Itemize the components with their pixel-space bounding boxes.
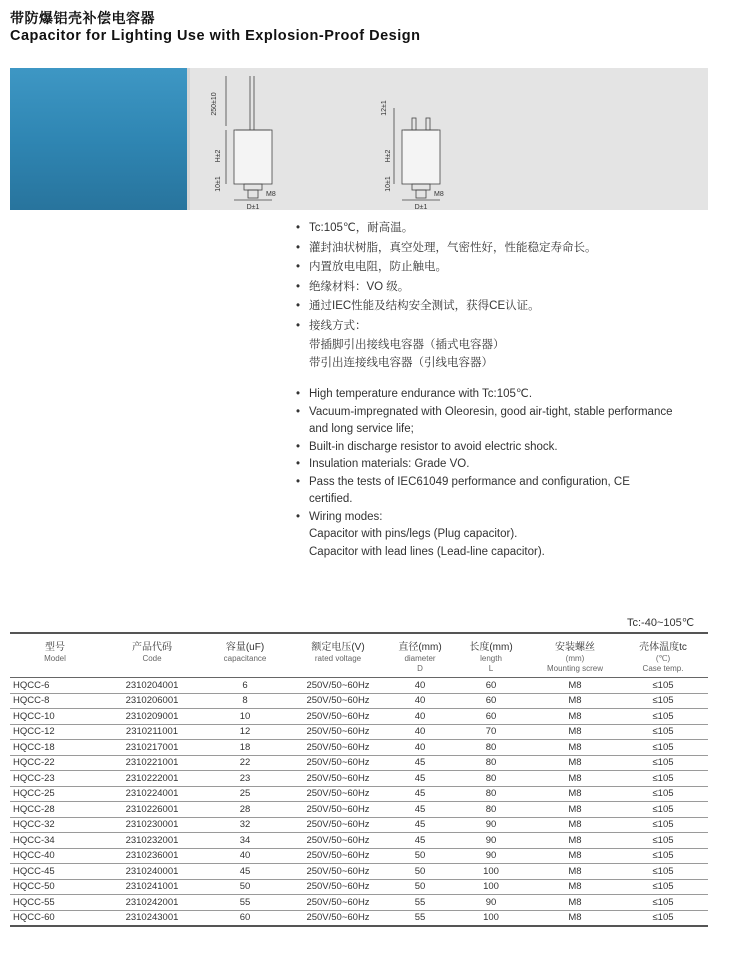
- table-cell: M8: [532, 693, 618, 709]
- table-cell: 90: [450, 817, 532, 833]
- table-cell: M8: [532, 755, 618, 771]
- page-title-cn: 带防爆铝壳补偿电容器: [10, 11, 155, 27]
- table-cell: 2310241001: [100, 879, 204, 895]
- table-cell: HQCC-8: [10, 693, 100, 709]
- table-cell: 250V/50~60Hz: [286, 910, 390, 926]
- lead-line-drawing: [226, 76, 272, 200]
- table-row: [10, 910, 708, 926]
- table-cell: 45: [390, 802, 450, 818]
- wiring-mode-cn: 带引出连接线电容器（引线电容器）: [309, 356, 493, 369]
- table-cell: 55: [390, 910, 450, 926]
- table-cell: 80: [450, 786, 532, 802]
- table-cell: M8: [532, 740, 618, 756]
- tc-range: Tc:-40~105℃: [627, 617, 695, 629]
- table-cell: 2310236001: [100, 848, 204, 864]
- table-row: [10, 678, 708, 694]
- table-cell: HQCC-32: [10, 817, 100, 833]
- table-cell: 10: [204, 709, 286, 725]
- table-header-row: [10, 633, 708, 678]
- table-cell: 50: [204, 879, 286, 895]
- list-item: • High temperature endurance with Tc:105℃.: [296, 388, 533, 400]
- table-cell: 2310230001: [100, 817, 204, 833]
- dimension-drawing: [190, 68, 708, 210]
- table-row: [10, 895, 708, 911]
- table-cell: M8: [532, 724, 618, 740]
- table-cell: M8: [532, 817, 618, 833]
- table-cell: HQCC-50: [10, 879, 100, 895]
- table-cell: 100: [450, 879, 532, 895]
- table-cell: HQCC-55: [10, 895, 100, 911]
- table-row: [10, 771, 708, 787]
- table-cell: 32: [204, 817, 286, 833]
- table-cell: HQCC-23: [10, 771, 100, 787]
- table-cell: M8: [532, 848, 618, 864]
- table-cell: 50: [390, 864, 450, 880]
- table-cell: M8: [532, 879, 618, 895]
- table-cell: 40: [390, 709, 450, 725]
- list-item: • 灌封油状树脂，真空处理，气密性好，性能稳定寿命长。: [296, 241, 597, 254]
- table-cell: 6: [204, 678, 286, 694]
- table-cell: ≤105: [618, 724, 708, 740]
- table-row: [10, 879, 708, 895]
- table-cell: 90: [450, 848, 532, 864]
- product-banner: [10, 68, 708, 210]
- table-row: [10, 755, 708, 771]
- list-item: • Insulation materials: Grade VO.: [296, 458, 470, 470]
- table-cell: 40: [204, 848, 286, 864]
- table-cell: ≤105: [618, 693, 708, 709]
- table-cell: HQCC-34: [10, 833, 100, 849]
- table-cell: HQCC-6: [10, 678, 100, 694]
- table-cell: 8: [204, 693, 286, 709]
- table-cell: 45: [204, 864, 286, 880]
- dim-m8-right: M8: [434, 191, 444, 198]
- table-cell: 250V/50~60Hz: [286, 895, 390, 911]
- table-cell: 2310217001: [100, 740, 204, 756]
- list-item-continuation: certified.: [309, 493, 353, 505]
- table-cell: 80: [450, 755, 532, 771]
- table-row: [10, 833, 708, 849]
- table-cell: ≤105: [618, 740, 708, 756]
- table-cell: 2310209001: [100, 709, 204, 725]
- table-row: [10, 740, 708, 756]
- feature-list-cn: [294, 220, 724, 372]
- table-cell: 250V/50~60Hz: [286, 678, 390, 694]
- table-cell: 250V/50~60Hz: [286, 755, 390, 771]
- table-cell: ≤105: [618, 848, 708, 864]
- table-row: [10, 786, 708, 802]
- table-cell: 250V/50~60Hz: [286, 802, 390, 818]
- list-item: • 接线方式：: [296, 319, 367, 332]
- table-cell: HQCC-22: [10, 755, 100, 771]
- list-item: • 内置放电电阻，防止触电。: [296, 261, 447, 273]
- page-title-en: Capacitor for Lighting Use with Explosion-Proof Design: [10, 28, 421, 44]
- table-cell: 250V/50~60Hz: [286, 786, 390, 802]
- table-cell: 2310240001: [100, 864, 204, 880]
- table-row: [10, 817, 708, 833]
- table-cell: 22: [204, 755, 286, 771]
- table-cell: M8: [532, 864, 618, 880]
- table-cell: 2310204001: [100, 678, 204, 694]
- wiring-mode-en: Capacitor with lead lines (Lead-line capacitor).: [309, 545, 545, 558]
- table-cell: 2310211001: [100, 724, 204, 740]
- table-cell: 50: [390, 879, 450, 895]
- table-row: [10, 848, 708, 864]
- table-cell: 250V/50~60Hz: [286, 833, 390, 849]
- table-cell: 55: [390, 895, 450, 911]
- list-item: • Vacuum-impregnated with Oleoresin, good air-tight, stable performance: [296, 405, 673, 418]
- table-cell: 2310226001: [100, 802, 204, 818]
- col-header: 型号 Model: [10, 633, 100, 678]
- table-cell: ≤105: [618, 786, 708, 802]
- wiring-mode-cn: 带插脚引出接线电容器（插式电容器）: [309, 339, 505, 351]
- table-row: [10, 709, 708, 725]
- table-cell: M8: [532, 709, 618, 725]
- table-cell: 90: [450, 895, 532, 911]
- product-photo: [10, 68, 187, 210]
- table-cell: 250V/50~60Hz: [286, 709, 390, 725]
- table-cell: 80: [450, 802, 532, 818]
- table-cell: 60: [204, 910, 286, 926]
- col-header: 壳体温度tc (℃) Case temp.: [618, 633, 708, 678]
- table-cell: ≤105: [618, 709, 708, 725]
- table-cell: ≤105: [618, 833, 708, 849]
- table-cell: 23: [204, 771, 286, 787]
- table-cell: 250V/50~60Hz: [286, 740, 390, 756]
- table-cell: M8: [532, 895, 618, 911]
- table-cell: ≤105: [618, 879, 708, 895]
- table-cell: 45: [390, 771, 450, 787]
- list-item: • Built-in discharge resistor to avoid electric shock.: [296, 440, 558, 453]
- col-header: 额定电压(V) rated voltage: [286, 633, 390, 678]
- table-cell: 40: [390, 678, 450, 694]
- table-cell: ≤105: [618, 771, 708, 787]
- col-header: 安装螺丝 (mm) Mounting screw: [532, 633, 618, 678]
- table-cell: 250V/50~60Hz: [286, 864, 390, 880]
- list-item: • Wiring modes:: [296, 510, 383, 523]
- dim-12: 12±1: [381, 100, 388, 116]
- table-cell: 12: [204, 724, 286, 740]
- table-body: [10, 678, 708, 927]
- dim-250: 250±10: [211, 92, 218, 116]
- table-cell: HQCC-60: [10, 910, 100, 926]
- table-row: [10, 802, 708, 818]
- table-cell: M8: [532, 833, 618, 849]
- table-cell: 80: [450, 771, 532, 787]
- col-header: 长度(mm) length L: [450, 633, 532, 678]
- dim-10-left: 10±1: [215, 176, 222, 192]
- table-cell: M8: [532, 678, 618, 694]
- table-cell: HQCC-45: [10, 864, 100, 880]
- table-cell: 2310206001: [100, 693, 204, 709]
- col-header: 直径(mm) diameter D: [390, 633, 450, 678]
- table-cell: 40: [390, 724, 450, 740]
- table-cell: 55: [204, 895, 286, 911]
- table-cell: 45: [390, 833, 450, 849]
- table-cell: 40: [390, 740, 450, 756]
- plug-drawing: [394, 108, 440, 200]
- table-cell: 2310243001: [100, 910, 204, 926]
- feature-list-en: [294, 386, 724, 561]
- table-cell: 40: [390, 693, 450, 709]
- table-cell: 100: [450, 910, 532, 926]
- table-cell: ≤105: [618, 802, 708, 818]
- feature-list: [294, 220, 724, 561]
- table-row: [10, 724, 708, 740]
- table-cell: M8: [532, 786, 618, 802]
- table-cell: 250V/50~60Hz: [286, 693, 390, 709]
- list-item: • 绝缘材料：VO 级。: [296, 280, 410, 293]
- table-cell: HQCC-25: [10, 786, 100, 802]
- list-item-continuation: and long service life;: [309, 423, 414, 435]
- table-cell: 250V/50~60Hz: [286, 817, 390, 833]
- table-cell: 250V/50~60Hz: [286, 848, 390, 864]
- col-header: 容量(uF) capacitance: [204, 633, 286, 678]
- col-header: 产品代码 Code: [100, 633, 204, 678]
- table-cell: HQCC-18: [10, 740, 100, 756]
- table-cell: 80: [450, 740, 532, 756]
- table-cell: M8: [532, 802, 618, 818]
- table-cell: 2310232001: [100, 833, 204, 849]
- table-cell: 2310224001: [100, 786, 204, 802]
- table-cell: ≤105: [618, 864, 708, 880]
- table-cell: 45: [390, 755, 450, 771]
- table-cell: 2310221001: [100, 755, 204, 771]
- table-cell: 25: [204, 786, 286, 802]
- list-item: • 通过IEC性能及结构安全测试，获得CE认证。: [296, 300, 540, 312]
- table-cell: 60: [450, 693, 532, 709]
- table-cell: ≤105: [618, 817, 708, 833]
- table-cell: 2310222001: [100, 771, 204, 787]
- dim-m8-left: M8: [266, 191, 276, 198]
- table-cell: 250V/50~60Hz: [286, 771, 390, 787]
- table-row: [10, 693, 708, 709]
- table-cell: M8: [532, 910, 618, 926]
- table-cell: ≤105: [618, 895, 708, 911]
- table-cell: 28: [204, 802, 286, 818]
- table-cell: HQCC-10: [10, 709, 100, 725]
- dim-d-right: D±1: [414, 204, 428, 210]
- list-item: • Tc:105℃，耐高温。: [296, 222, 414, 234]
- dim-h-left: H±2: [215, 149, 222, 163]
- table-cell: 34: [204, 833, 286, 849]
- table-cell: 45: [390, 817, 450, 833]
- table-cell: 2310242001: [100, 895, 204, 911]
- dim-d-left: D±1: [246, 204, 260, 210]
- table-cell: HQCC-40: [10, 848, 100, 864]
- table-cell: ≤105: [618, 678, 708, 694]
- table-cell: HQCC-28: [10, 802, 100, 818]
- table-cell: M8: [532, 771, 618, 787]
- table-cell: 18: [204, 740, 286, 756]
- table-cell: 250V/50~60Hz: [286, 879, 390, 895]
- table-cell: 50: [390, 848, 450, 864]
- table-cell: 45: [390, 786, 450, 802]
- list-item: • Pass the tests of IEC61049 performance and configuration, CE: [296, 475, 630, 488]
- table-cell: 90: [450, 833, 532, 849]
- dim-h-right: H±2: [385, 149, 392, 163]
- wiring-mode-en: Capacitor with pins/legs (Plug capacitor).: [309, 528, 518, 540]
- table-cell: ≤105: [618, 910, 708, 926]
- table-cell: 70: [450, 724, 532, 740]
- spec-table: [10, 632, 708, 927]
- table-cell: 60: [450, 678, 532, 694]
- table-cell: 250V/50~60Hz: [286, 724, 390, 740]
- table-cell: 100: [450, 864, 532, 880]
- table-cell: ≤105: [618, 755, 708, 771]
- table-cell: HQCC-12: [10, 724, 100, 740]
- table-row: [10, 864, 708, 880]
- dim-10-right: 10±1: [385, 176, 392, 192]
- table-cell: 60: [450, 709, 532, 725]
